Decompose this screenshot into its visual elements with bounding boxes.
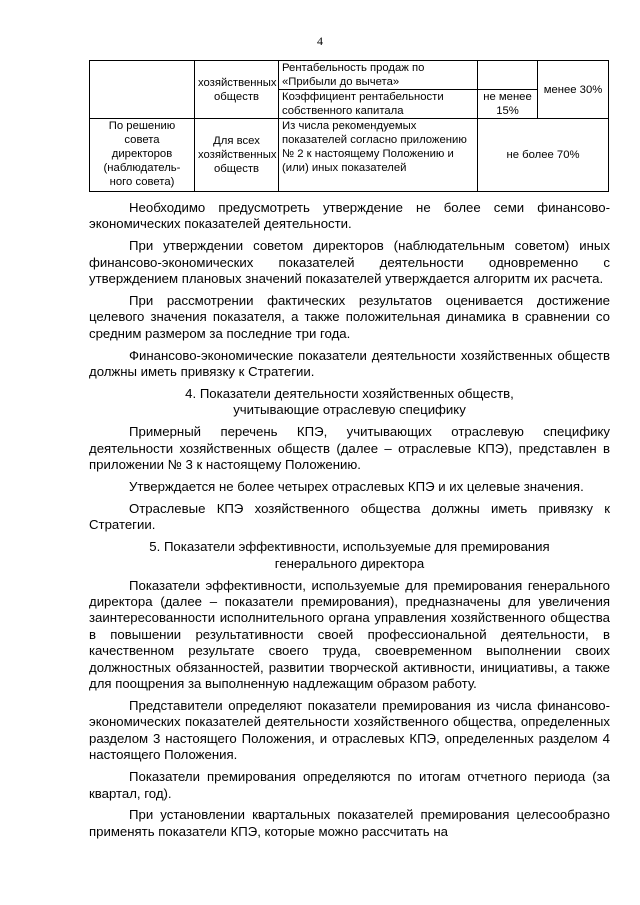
table-cell-group-target: менее 30%	[538, 61, 609, 119]
section-heading-5	[89, 539, 610, 572]
paragraph: Показатели премирования определяются по итогам отчетного периода (за квартал, год).	[89, 769, 610, 801]
paragraph: При рассмотрении фактических результатов оценивается достижение целевого значения показателя, а также положительная динамика в сравнении со средним размером за последние три года.	[89, 293, 610, 341]
paragraph: Финансово-экономические показатели деятельности хозяйственных обществ должны иметь привязку к Стратегии.	[89, 347, 610, 380]
table-cell-empty	[478, 61, 538, 90]
table-row	[90, 119, 609, 192]
table-cell-indicator: Рентабельность продаж по «Прибыли до вычета»	[279, 61, 478, 90]
table-cell-target: не менее 15%	[478, 90, 538, 119]
table-cell-indicator: Из числа рекомендуемых показателей согласно приложению № 2 к настоящему Положению и (или) иных показателей	[279, 119, 478, 192]
table-cell-empty	[90, 61, 195, 119]
body-text	[89, 200, 610, 846]
section-heading-4	[89, 386, 610, 419]
table-row	[90, 61, 609, 90]
paragraph: Утверждается не более четырех отраслевых КПЭ и их целевые значения.	[129, 479, 584, 495]
table-cell-target: не более 70%	[478, 119, 609, 192]
kpi-table	[89, 60, 609, 192]
table-cell-company-type: хозяйственных обществ	[195, 61, 279, 119]
table-cell-indicator: Коэффициент рентабельности собственного капитала	[279, 90, 478, 119]
page-number: 4	[317, 34, 323, 48]
paragraph: Примерный перечень КПЭ, учитывающих отраслевую специфику деятельности хозяйственных обществ (далее – отраслевые КПЭ), представлен в приложении № 3 к настоящему Положению.	[89, 424, 610, 473]
paragraph: Представители определяют показатели премирования из числа финансово-экономических показателей деятельности хозяйственного общества, определенных разделом 3 настоящего Положения, и отраслевых КПЭ, определенных разделом 4 настоящего Положения.	[89, 697, 610, 763]
paragraph: Необходимо предусмотреть утверждение не более семи финансово-экономических показателей деятельности.	[89, 200, 610, 232]
heading-line: 5. Показатели эффективности, используемые для премирования	[149, 539, 550, 555]
table-cell-decision: По решению совета директоров (наблюдатель-ного совета)	[90, 119, 195, 192]
paragraph: Отраслевые КПЭ хозяйственного общества должны иметь привязку к Стратегии.	[89, 501, 610, 533]
paragraph: При утверждении советом директоров (наблюдательным советом) иных финансово-экономических показателей деятельности одновременно с утверждением плановых значений показателей утверждается алгоритм их расчета.	[89, 238, 610, 287]
table-cell-company-type: Для всех хозяйственных обществ	[195, 119, 279, 192]
paragraph: При установлении квартальных показателей премирования целесообразно применять показатели КПЭ, которые можно рассчитать на	[89, 807, 610, 839]
heading-line: учитывающие отраслевую специфику	[233, 402, 466, 418]
heading-line: генерального директора	[274, 555, 425, 571]
heading-line: 4. Показатели деятельности хозяйственных обществ,	[185, 386, 514, 402]
paragraph: Показатели эффективности, используемые для премирования генерального директора (далее – показатели премирования), предназначены для увеличения заинтересованности исполнительного органа управления хозяйственного общества в повышении результативности своей профессиональной деятельности, в качественном результате своего труда, своевременном выполнении своих должностных обязанностей, развитии творческой активности, инициативы, а также для поощрения за выполненную надлежащим образом работу.	[89, 577, 610, 692]
